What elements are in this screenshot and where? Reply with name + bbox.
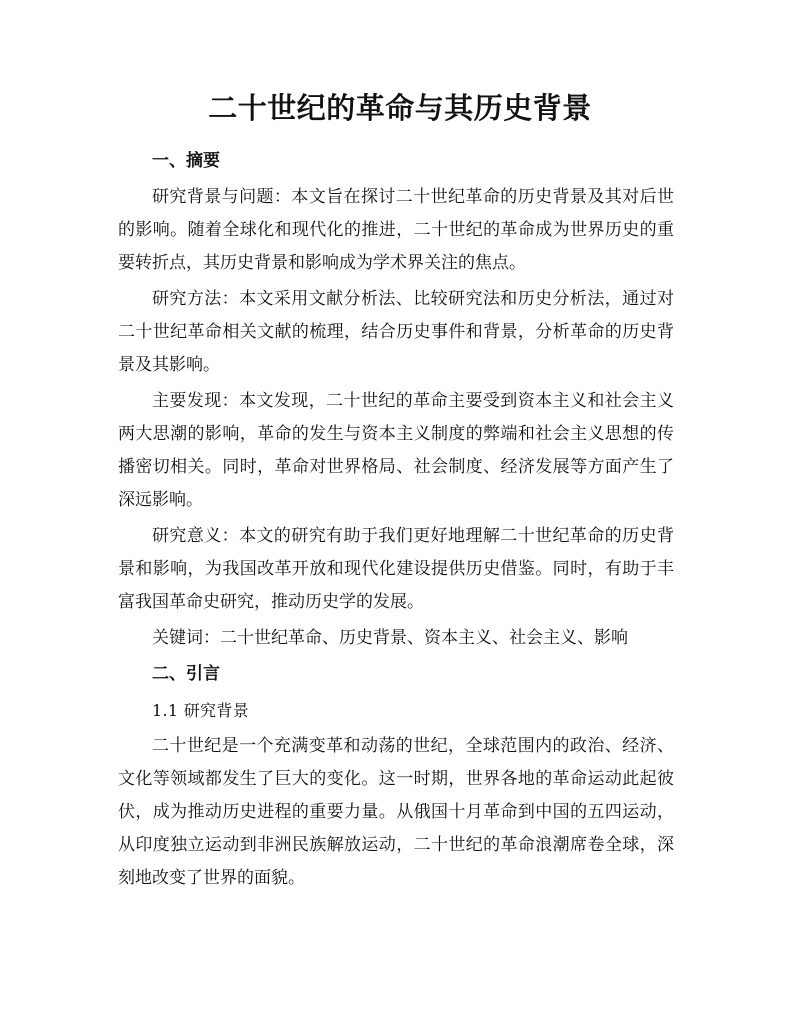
introduction-background-paragraph: 二十世纪是一个充满变革和动荡的世纪，全球范围内的政治、经济、文化等领域都发生了巨大的变化。这一时期，世界各地的革命运动此起彼伏，成为推动历史进程的重要力量。从俄国十月革命到中国的五四运动，从印度独立运动到非洲民族解放运动，二十世纪的革命浪潮席卷全球，深刻地改变了世界的面貌。 (118, 736, 674, 888)
abstract-methods-paragraph: 研究方法：本文采用文献分析法、比较研究法和历史分析法，通过对二十世纪革命相关文献的梳理，结合历史事件和背景，分析革命的历史背景及其影响。 (118, 289, 674, 375)
keywords-line: 关键词：二十世纪革命、历史背景、资本主义、社会主义、影响 (152, 628, 628, 648)
section-heading-introduction: 二、引言 (152, 664, 220, 684)
document-body (118, 145, 674, 895)
abstract-significance-paragraph: 研究意义：本文的研究有助于我们更好地理解二十世纪革命的历史背景和影响，为我国改革开放和现代化建设提供历史借鉴。同时，有助于丰富我国革命史研究，推动历史学的发展。 (118, 526, 674, 612)
abstract-findings-paragraph: 主要发现：本文发现，二十世纪的革命主要受到资本主义和社会主义两大思潮的影响，革命的发生与资本主义制度的弊端和社会主义思想的传播密切相关。同时，革命对世界格局、社会制度、经济发展等方面产生了深远影响。 (118, 391, 674, 510)
document-title: 二十世纪的革命与其历史背景 (208, 91, 592, 125)
section-heading-abstract: 一、摘要 (152, 151, 220, 171)
subsection-heading-background: 1.1 研究背景 (152, 701, 249, 720)
abstract-background-paragraph: 研究背景与问题：本文旨在探讨二十世纪革命的历史背景及其对后世的影响。随着全球化和现代化的推进，二十世纪的革命成为世界历史的重要转折点，其历史背景和影响成为学术界关注的焦点。 (118, 187, 674, 273)
